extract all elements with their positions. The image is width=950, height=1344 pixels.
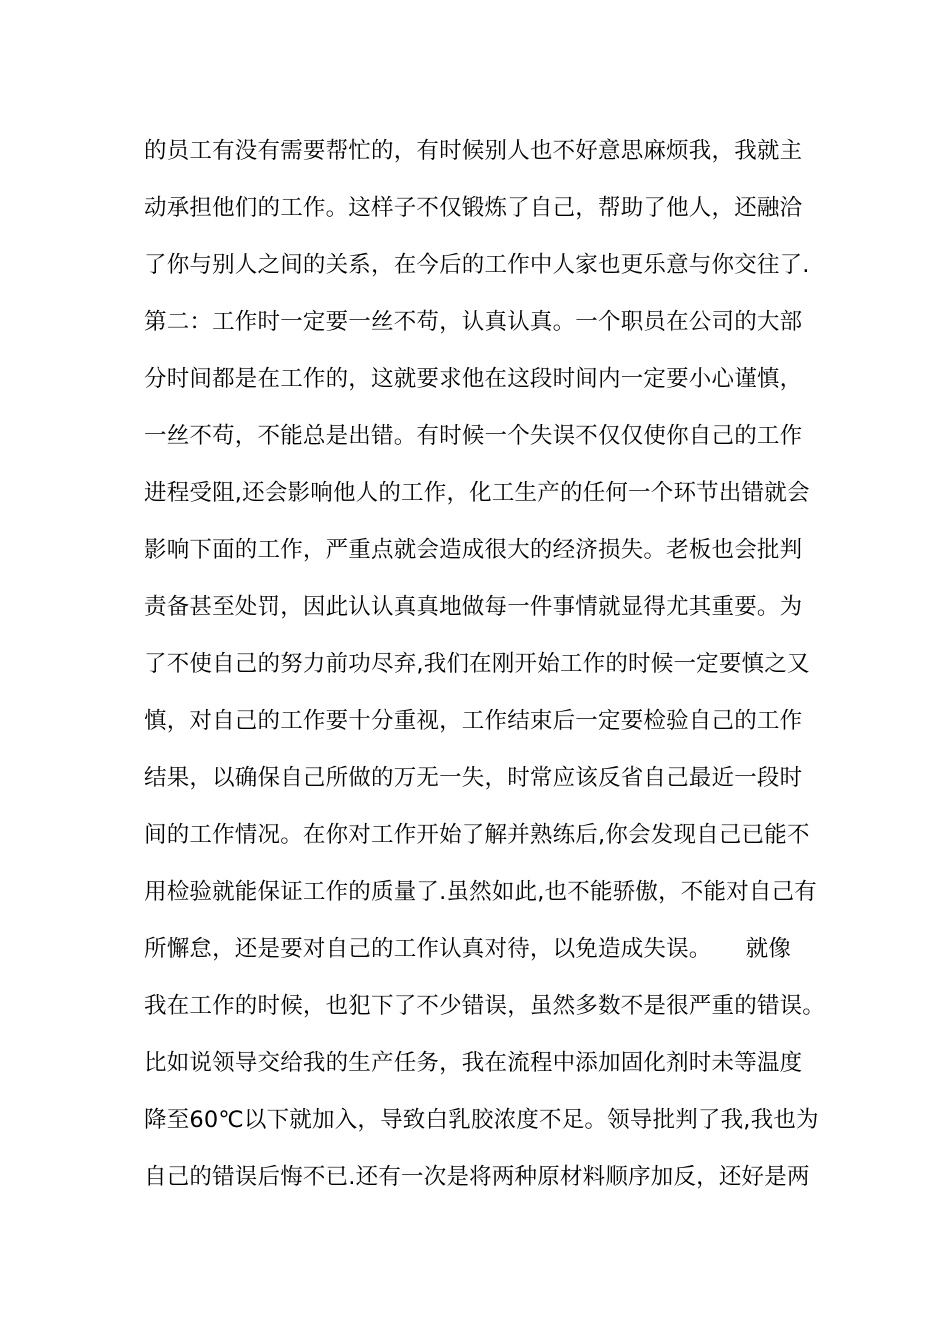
text-line: 第二：工作时一定要一丝不苟，认真认真。一个职员在公司的大部 [144,309,803,335]
text-line: 所懈怠，还是要对自己的工作认真对待，以免造成失误。 就像 [144,936,792,962]
text-line: 分时间都是在工作的，这就要求他在这段时间内一定要小心谨慎， [144,366,803,392]
text-line: 降至60℃以下就加入，导致白乳胶浓度不足。领导批判了我,我也为 [144,1107,819,1133]
text-line: 用检验就能保证工作的质量了.虽然如此,也不能骄傲，不能对自己有 [144,879,818,905]
text-line: 了你与别人之间的关系，在今后的工作中人家也更乐意与你交往了. [144,252,810,278]
text-line: 进程受阻,还会影响他人的工作，化工生产的任何一个环节出错就会 [144,480,810,506]
text-line: 自己的错误后悔不已.还有一次是将两种原材料顺序加反，还好是两 [144,1164,810,1190]
text-line: 影响下面的工作，严重点就会造成很大的经济损失。老板也会批判 [144,537,803,563]
text-line: 间的工作情况。在你对工作开始了解并熟练后,你会发现自己已能不 [144,822,810,848]
text-line: 比如说领导交给我的生产任务，我在流程中添加固化剂时未等温度 [144,1050,803,1076]
text-line: 我在工作的时候，也犯下了不少错误，虽然多数不是很严重的错误。 [144,993,826,1019]
text-line: 责备甚至处罚，因此认认真真地做每一件事情就显得尤其重要。为 [144,594,803,620]
text-line: 慎，对自己的工作要十分重视，工作结束后一定要检验自己的工作 [144,708,803,734]
text-line: 动承担他们的工作。这样子不仅锻炼了自己，帮助了他人，还融洽 [144,195,803,221]
text-line: 一丝不苟，不能总是出错。有时候一个失误不仅仅使你自己的工作 [144,423,803,449]
text-line: 结果，以确保自己所做的万无一失，时常应该反省自己最近一段时 [144,765,803,791]
text-line: 了不使自己的努力前功尽弃,我们在刚开始工作的时候一定要慎之又 [144,651,810,677]
text-line: 的员工有没有需要帮忙的，有时候别人也不好意思麻烦我，我就主 [144,138,803,164]
